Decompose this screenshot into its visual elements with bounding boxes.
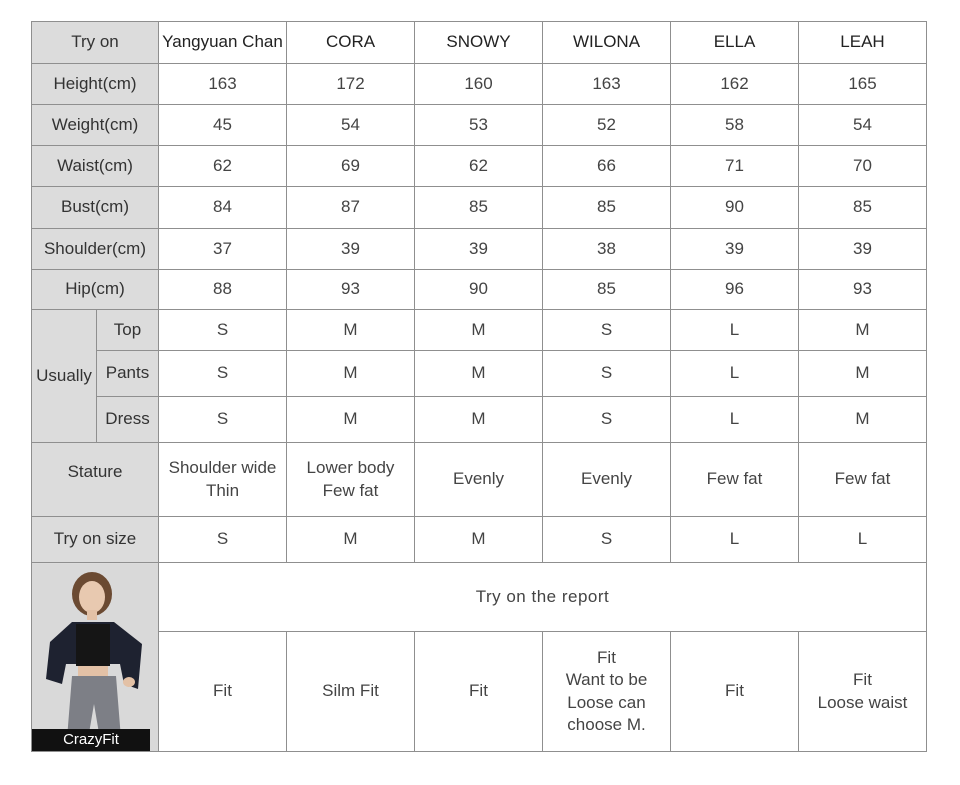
stature-row: [32, 443, 927, 517]
usually-label: Usually: [32, 310, 97, 443]
table-cell: [159, 443, 287, 517]
row-label: Pants: [97, 351, 159, 397]
row-label: Bust(cm): [32, 187, 159, 229]
table-cell: Evenly: [415, 443, 543, 517]
model-name: ELLA: [671, 22, 799, 64]
table-cell: L: [671, 517, 799, 563]
table-cell: Few fat: [671, 443, 799, 517]
row-label: Top: [97, 310, 159, 351]
model-photo: [32, 564, 158, 751]
table-cell: M: [287, 397, 415, 443]
table-cell: 39: [415, 229, 543, 270]
table-cell: 38: [543, 229, 671, 270]
table-cell: [799, 632, 927, 752]
table-cell: 84: [159, 187, 287, 229]
table-cell: S: [159, 517, 287, 563]
table-cell: 52: [543, 105, 671, 146]
table-cell: 45: [159, 105, 287, 146]
usually-row: [32, 310, 927, 351]
table-cell: 37: [159, 229, 287, 270]
table-cell: 62: [159, 146, 287, 187]
measurement-row: [32, 187, 927, 229]
table-cell: 39: [799, 229, 927, 270]
cell-line: Fit: [853, 670, 872, 690]
cell-line: Fit: [597, 648, 616, 668]
table-cell: S: [159, 310, 287, 351]
cell-line: Few fat: [322, 480, 379, 500]
table-cell: Few fat: [799, 443, 927, 517]
table-cell: 85: [799, 187, 927, 229]
cell-line: Shoulder wide: [168, 458, 277, 478]
table-cell: S: [543, 310, 671, 351]
table-cell: 85: [543, 187, 671, 229]
table-cell: 162: [671, 64, 799, 105]
model-photo-cell: [32, 563, 159, 752]
table-cell: [543, 632, 671, 752]
table-cell: L: [671, 397, 799, 443]
header-row: [32, 22, 927, 64]
measurement-row: [32, 146, 927, 187]
table-cell: Fit: [415, 632, 543, 752]
table-cell: 88: [159, 270, 287, 310]
table-cell: Silm Fit: [287, 632, 415, 752]
table-cell: 71: [671, 146, 799, 187]
measurement-row: [32, 64, 927, 105]
table-cell: 39: [671, 229, 799, 270]
table-cell: Evenly: [543, 443, 671, 517]
measurement-row: [32, 105, 927, 146]
measurement-row: [32, 229, 927, 270]
table-cell: 163: [543, 64, 671, 105]
table-cell: 85: [415, 187, 543, 229]
report-title: Try on the report: [159, 563, 927, 632]
table-cell: 69: [287, 146, 415, 187]
table-cell: Fit: [671, 632, 799, 752]
table-cell: 39: [287, 229, 415, 270]
table-cell: M: [415, 351, 543, 397]
brand-logo: CrazyFit: [32, 729, 150, 751]
table-cell: M: [799, 397, 927, 443]
table-cell: 163: [159, 64, 287, 105]
try-on-label: Try on: [32, 22, 159, 64]
row-label: Waist(cm): [32, 146, 159, 187]
table-cell: S: [159, 397, 287, 443]
cell-line: Thin: [205, 480, 240, 500]
table-cell: 87: [287, 187, 415, 229]
table-cell: S: [159, 351, 287, 397]
table-cell: S: [543, 351, 671, 397]
table-cell: 96: [671, 270, 799, 310]
table-cell: 90: [415, 270, 543, 310]
table-cell: 62: [415, 146, 543, 187]
table-cell: 93: [287, 270, 415, 310]
table-cell: 54: [287, 105, 415, 146]
table-cell: Fit: [159, 632, 287, 752]
table-cell: 70: [799, 146, 927, 187]
cell-line: Loose can: [567, 692, 646, 712]
table-cell: 160: [415, 64, 543, 105]
row-label: Height(cm): [32, 64, 159, 105]
row-label: Dress: [97, 397, 159, 443]
table-cell: M: [415, 310, 543, 351]
usually-row: [32, 351, 927, 397]
model-name: Yangyuan Chan: [159, 22, 287, 64]
table-cell: L: [671, 310, 799, 351]
table-cell: S: [543, 517, 671, 563]
table-cell: M: [287, 517, 415, 563]
model-photo-image: [32, 564, 158, 751]
table-cell: 58: [671, 105, 799, 146]
table-cell: M: [287, 310, 415, 351]
model-name: LEAH: [799, 22, 927, 64]
table-cell: S: [543, 397, 671, 443]
report-row: [32, 632, 927, 752]
model-name: SNOWY: [415, 22, 543, 64]
row-label: Weight(cm): [32, 105, 159, 146]
table-cell: 85: [543, 270, 671, 310]
table-cell: 66: [543, 146, 671, 187]
table-cell: M: [287, 351, 415, 397]
report-title-row: [32, 563, 927, 632]
table-cell: [287, 443, 415, 517]
usually-row: [32, 397, 927, 443]
table-cell: 54: [799, 105, 927, 146]
table-cell: L: [799, 517, 927, 563]
row-label: Try on size: [32, 517, 159, 563]
table-cell: 172: [287, 64, 415, 105]
cell-line: Want to be: [565, 670, 648, 690]
table-cell: M: [415, 517, 543, 563]
size-chart-table: [31, 21, 927, 752]
table-cell: 90: [671, 187, 799, 229]
table-cell: M: [415, 397, 543, 443]
cell-line: choose M.: [567, 714, 646, 734]
table-cell: L: [671, 351, 799, 397]
measurement-row: [32, 270, 927, 310]
model-name: WILONA: [543, 22, 671, 64]
table-cell: M: [799, 351, 927, 397]
row-label: Shoulder(cm): [32, 229, 159, 270]
row-label: Stature: [32, 443, 159, 517]
cell-line: Loose waist: [817, 692, 908, 712]
table-cell: 53: [415, 105, 543, 146]
table-cell: 93: [799, 270, 927, 310]
table-cell: M: [799, 310, 927, 351]
row-label: Hip(cm): [32, 270, 159, 310]
model-name: CORA: [287, 22, 415, 64]
cell-line: Lower body: [306, 458, 395, 478]
try-on-size-row: [32, 517, 927, 563]
table-cell: 165: [799, 64, 927, 105]
